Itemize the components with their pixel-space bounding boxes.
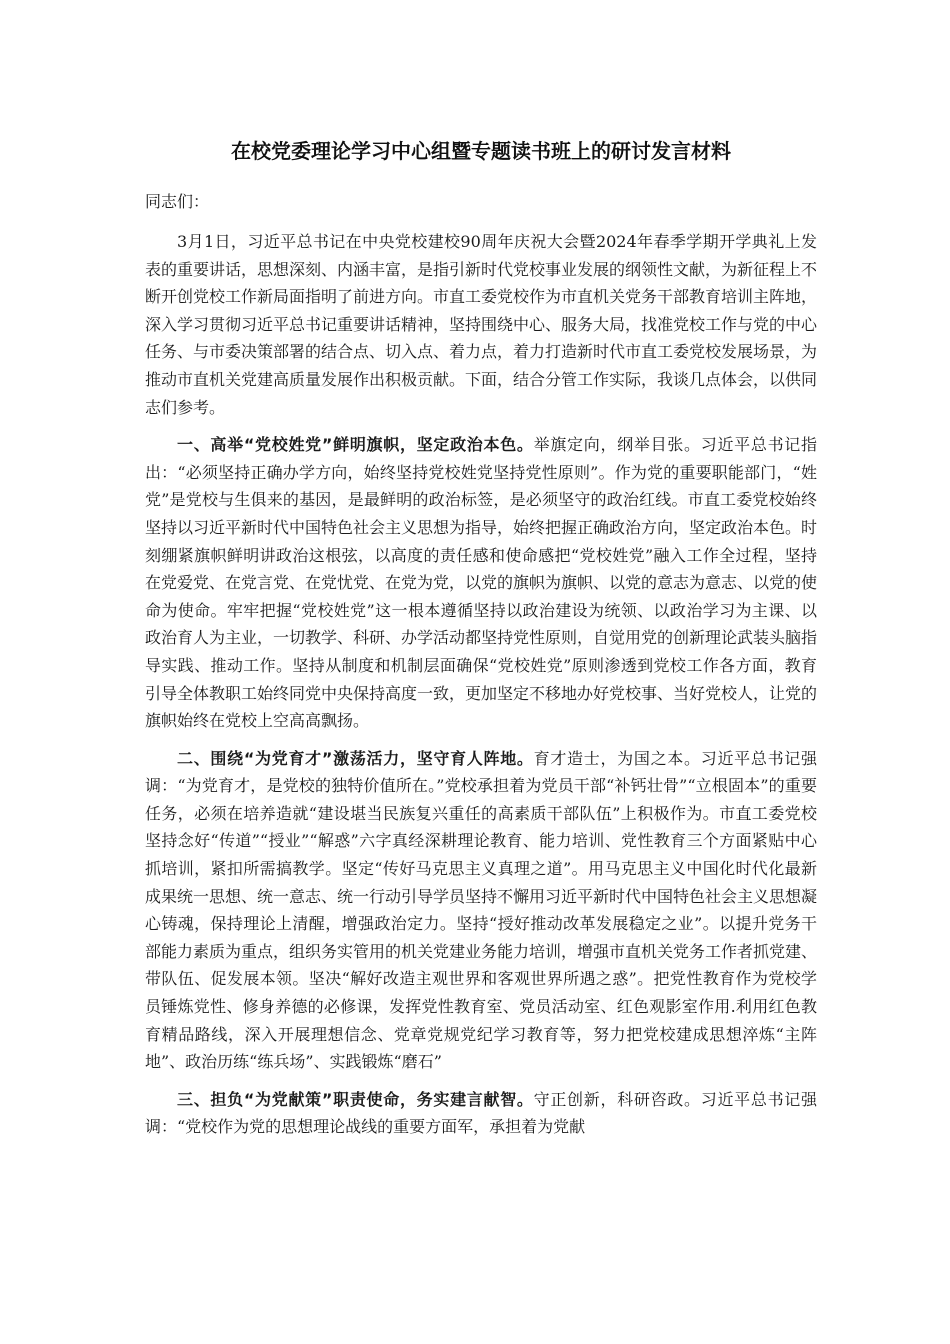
section-2-paragraph: [145, 745, 817, 1076]
section-3-heading: 三、担负“为党献策”职责使命，务实建言献智。: [177, 1089, 534, 1109]
intro-paragraph: 3月1日，习近平总书记在中央党校建校90周年庆祝大会暨2024年春季学期开学典礼上发表的重要讲话，思想深刻、内涵丰富，是指引新时代党校事业发展的纲领性文献，为新征程上不断开创党校工作新局面指明了前进方向。市直工委党校作为市直机关党务干部教育培训主阵地，深入学习贯彻习近平总书记重要讲话精神，坚持围绕中心、服务大局，找准党校工作与党的中心任务、与市委决策部署的结合点、切入点、着力点，着力打造新时代市直工委党校发展场景，为推动市直机关党建高质量发展作出积极贡献。下面，结合分管工作实际，我谈几点体会，以供同志们参考。: [145, 232, 818, 417]
document-title: 在校党委理论学习中心组暨专题读书班上的研讨发言材料: [231, 139, 731, 163]
salutation: 同志们：: [145, 192, 210, 211]
section-3-paragraph: [145, 1086, 817, 1141]
section-1-heading: 一、高举“党校姓党”鲜明旗帜，坚定政治本色。: [177, 435, 534, 455]
section-2-body: 育才造士，为国之本。习近平总书记强调：“为党育才，是党校的独特价值所在。”党校承担着为党员干部“补钙壮骨”“立根固本”的重要任务，必须在培养造就“建设堪当民族复兴重任的高素质干部队伍”上积极作为。市直工委党校坚持念好“传道”“授业”“解惑”六字真经深耕理论教育、能力培训、党性教育三个方面紧贴中心抓培训，紧扣所需搞教学。坚定“传好马克思主义真理之道”。用马克思主义中国化时代化最新成果统一思想、统一意志、统一行动引导学员坚持不懈用习近平新时代中国特色社会主义思想凝心铸魂，保持理论上清醒，增强政治定力。坚持“授好推动改革发展稳定之业”。以提升党务干部能力素质为重点，组织务实管用的机关党建业务能力培训，增强市直机关党务工作者抓党建、带队伍、促发展本领。坚决“解好改造主观世界和客观世界所遇之惑”。把党性教育作为党校学员锤炼党性、修身养德的必修课，发挥党性教育室、党员活动室、红色观影室作用.利用红色教育精品路线，深入开展理想信念、党章党规党纪学习教育等，努力把党校建成思想淬炼“主阵地”、政治历练“练兵场”、实践锻炼“磨石”: [145, 748, 818, 1072]
document-page: [145, 128, 817, 1151]
section-1-paragraph: [145, 431, 817, 735]
section-1-body: 举旗定向，纲举目张。习近平总书记指出：“必须坚持正确办学方向，始终坚持党校姓党坚持党性原则”。作为党的重要职能部门，“姓党”是党校与生俱来的基因，是最鲜明的政治标签，是必须坚守的政治红线。市直工委党校始终坚持以习近平新时代中国特色社会主义思想为指导，始终把握正确政治方向，坚定政治本色。时刻绷紧旗帜鲜明讲政治这根弦，以高度的责任感和使命感把“党校姓党”融入工作全过程，坚持在党爱党、在党言党、在党忧党、在党为党，以党的旗帜为旗帜、以党的意志为意志、以党的使命为使命。牢牢把握“党校姓党”这一根本遵循坚持以政治建设为统领、以政治学习为主课、以政治育人为主业，一切教学、科研、办学活动都坚持党性原则，自觉用党的创新理论武装头脑指导实践、推动工作。坚持从制度和机制层面确保“党校姓党”原则渗透到党校工作各方面，教育引导全体教职工始终同党中央保持高度一致，更加坚定不移地办好党校事、当好党校人，让党的旗帜始终在党校上空高高飘扬。: [145, 435, 818, 731]
section-2-heading: 二、围绕“为党育才”激荡活力，坚守育人阵地。: [177, 748, 534, 768]
section-3-body: 守正创新，科研咨政。习近平总书记强调：“党校作为党的思想理论战线的重要方面军，承担着为党献: [145, 1089, 817, 1137]
